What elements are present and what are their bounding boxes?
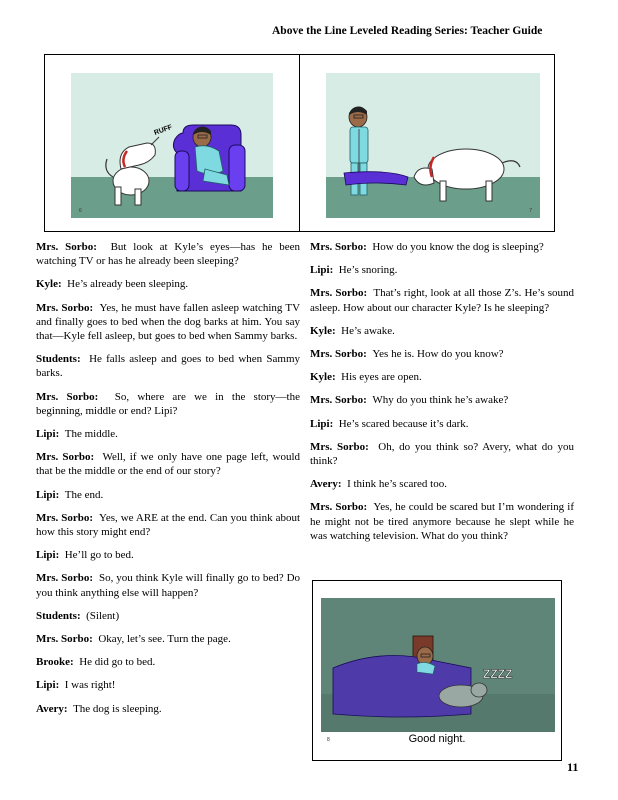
speaker-name: Students: bbox=[36, 353, 81, 366]
speaker-name: Lipi: bbox=[36, 679, 60, 692]
dialogue-line bbox=[36, 301, 300, 344]
dialogue-text: He’s already been sleeping. bbox=[67, 278, 189, 291]
armchair-scene-drawing bbox=[71, 73, 273, 218]
dialogue-text: The middle. bbox=[64, 428, 118, 441]
dialogue-line bbox=[36, 609, 300, 623]
speaker-name: Kyle: bbox=[310, 371, 336, 384]
dialogue-text: He’s awake. bbox=[341, 324, 395, 337]
illustration-page-number: 8 bbox=[327, 737, 330, 743]
dialogue-text: Oh, do you think so? Avery, what do you think? bbox=[310, 440, 575, 468]
speaker-name: Mrs. Sorbo: bbox=[36, 451, 95, 464]
illustration-kyle-asleep-in-chair bbox=[71, 73, 273, 218]
speaker-name: Avery: bbox=[310, 478, 342, 491]
dialogue-line bbox=[310, 347, 574, 361]
speaker-name: Kyle: bbox=[36, 278, 62, 291]
dialogue-column-left bbox=[36, 240, 300, 725]
dialogue-line bbox=[36, 678, 300, 692]
dialogue-line bbox=[310, 477, 574, 491]
dialogue-line bbox=[310, 324, 574, 338]
dialogue-line bbox=[36, 632, 300, 646]
dialogue-line bbox=[36, 548, 300, 562]
dialogue-text: Well, if we only have one page left, would that be the middle or the end of our story? bbox=[36, 451, 301, 478]
speaker-name: Lipi: bbox=[310, 417, 334, 430]
dialogue-text: Yes, he could be scared but I’m wondering if he might not be tired anymore because he slept while he was watching television. What do you think? bbox=[310, 501, 575, 542]
panel-divider bbox=[299, 55, 300, 231]
blanket-scene-drawing bbox=[326, 73, 540, 218]
dialogue-line bbox=[36, 390, 300, 418]
speaker-name: Mrs. Sorbo: bbox=[36, 301, 94, 314]
dialogue-column-right bbox=[310, 240, 574, 552]
dialogue-line bbox=[310, 370, 574, 384]
dialogue-text: How do you know the dog is sleeping? bbox=[372, 241, 544, 253]
dialogue-text: He’s snoring. bbox=[338, 264, 398, 277]
speaker-name: Mrs. Sorbo: bbox=[36, 572, 94, 585]
dialogue-text: I think he’s scared too. bbox=[347, 478, 447, 491]
speaker-name: Mrs. Sorbo: bbox=[36, 241, 97, 253]
dialogue-line bbox=[36, 702, 300, 716]
illustration-panels bbox=[44, 54, 555, 232]
speaker-name: Students: bbox=[36, 609, 81, 622]
dialogue-line bbox=[36, 571, 300, 599]
dialogue-text: Okay, let’s see. Turn the page. bbox=[98, 633, 231, 646]
bedroom-scene-drawing bbox=[321, 598, 555, 732]
dialogue-text: Yes, we ARE at the end. Can you think about how this story might end? bbox=[36, 511, 301, 539]
speaker-name: Mrs. Sorbo: bbox=[310, 348, 367, 361]
dialogue-text: He’ll go to bed. bbox=[64, 549, 134, 562]
dialogue-text: Why do you think he’s awake? bbox=[372, 394, 509, 407]
dialogue-text: The end. bbox=[64, 488, 104, 501]
dialogue-text: He’s scared because it’s dark. bbox=[338, 417, 469, 430]
speaker-name: Lipi: bbox=[36, 428, 60, 441]
dialogue-line bbox=[310, 393, 574, 407]
dialogue-line bbox=[36, 352, 300, 380]
dialogue-text: So, where are we in the story—the beginning, middle or end? Lipi? bbox=[36, 390, 300, 417]
speaker-name: Mrs. Sorbo: bbox=[36, 390, 99, 403]
speaker-name: Mrs. Sorbo: bbox=[36, 511, 94, 524]
speaker-name: Lipi: bbox=[310, 264, 334, 277]
illustration-caption: Good night. bbox=[408, 733, 466, 745]
dialogue-line bbox=[36, 655, 300, 669]
speaker-name: Kyle: bbox=[310, 324, 336, 337]
dialogue-text: (Silent) bbox=[86, 609, 120, 622]
page-header: Above the Line Leveled Reading Series: Teacher Guide bbox=[272, 25, 543, 37]
dialogue-text: His eyes are open. bbox=[341, 371, 422, 384]
dialogue-text: I was right! bbox=[64, 679, 116, 692]
dialogue-line bbox=[36, 240, 300, 268]
dialogue-text: The dog is sleeping. bbox=[73, 702, 162, 715]
dialogue-line bbox=[36, 277, 300, 291]
dialogue-text: That’s right, look at all those Z’s. He’s sound asleep. How about our character Kyle? Is he sleeping? bbox=[310, 287, 575, 314]
dialogue-text: He did go to bed. bbox=[79, 656, 156, 669]
ruff-sound-effect: RUFF bbox=[153, 123, 174, 137]
dialogue-line bbox=[36, 450, 300, 478]
speaker-name: Mrs. Sorbo: bbox=[310, 241, 367, 253]
dialogue-text: Yes he is. How do you know? bbox=[372, 348, 504, 361]
dialogue-line bbox=[310, 417, 574, 431]
speaker-name: Brooke: bbox=[36, 656, 74, 669]
speaker-name: Mrs. Sorbo: bbox=[310, 501, 368, 514]
snore-text: ZZZZ bbox=[483, 667, 513, 681]
speaker-name: Avery: bbox=[36, 702, 68, 715]
illustration-kyle-with-blanket bbox=[326, 73, 540, 218]
dialogue-text: He falls asleep and goes to bed when Sammy barks. bbox=[36, 353, 301, 380]
page-number: 11 bbox=[567, 760, 579, 774]
speaker-name: Mrs. Sorbo: bbox=[36, 633, 93, 646]
dialogue-line bbox=[310, 240, 574, 254]
speaker-name: Lipi: bbox=[36, 549, 60, 562]
illustration-good-night bbox=[312, 580, 562, 761]
dialogue-line bbox=[36, 427, 300, 441]
dialogue-line bbox=[310, 286, 574, 314]
dialogue-text: Yes, he must have fallen asleep watching TV and finally goes to bed when the dog barks at him. You say that—Kyle fell asleep, but goes to bed when Sammy barks. bbox=[36, 301, 301, 343]
speaker-name: Mrs. Sorbo: bbox=[310, 287, 368, 300]
illustration-page-number: 6 bbox=[79, 208, 82, 214]
speaker-name: Mrs. Sorbo: bbox=[310, 394, 367, 407]
dialogue-text: So, you think Kyle will finally go to bed? Do you think anything else will happen? bbox=[36, 572, 301, 599]
dialogue-line bbox=[36, 488, 300, 502]
dialogue-line bbox=[310, 500, 574, 543]
dialogue-line bbox=[310, 440, 574, 468]
speaker-name: Mrs. Sorbo: bbox=[310, 440, 369, 453]
dialogue-line bbox=[310, 263, 574, 277]
dialogue-text: But look at Kyle’s eyes—has he been watching TV or has he already been sleeping? bbox=[36, 241, 300, 268]
dialogue-line bbox=[36, 511, 300, 539]
illustration-page-number: 7 bbox=[529, 208, 532, 214]
speaker-name: Lipi: bbox=[36, 488, 60, 501]
